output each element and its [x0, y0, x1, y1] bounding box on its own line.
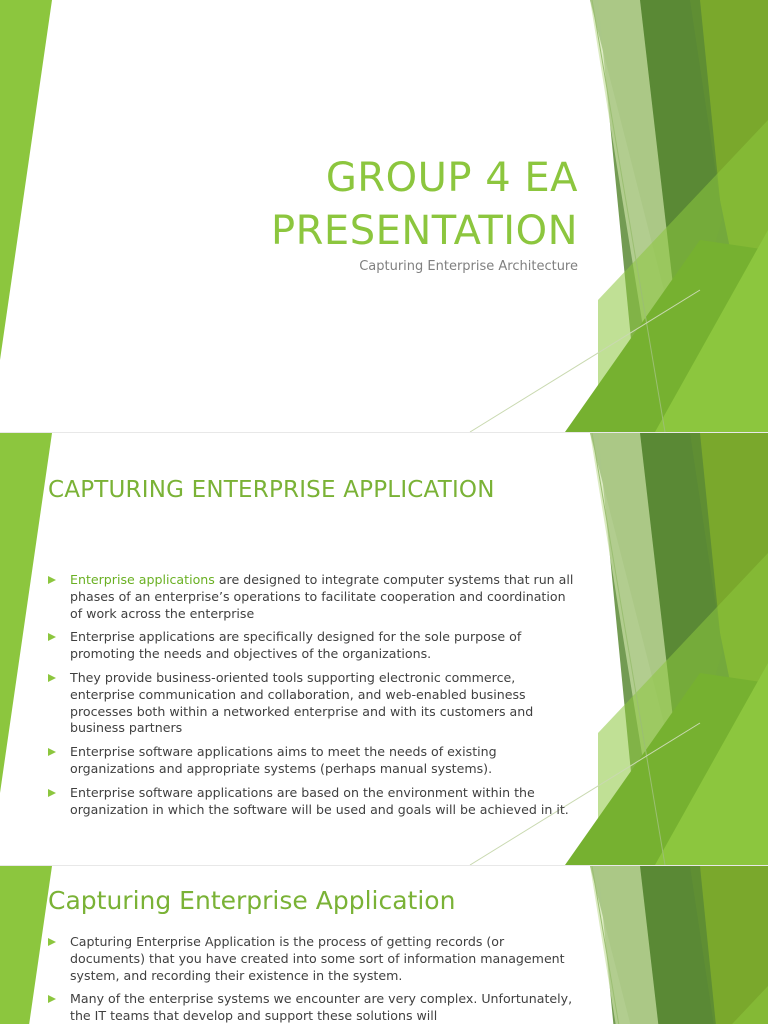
bullet-item: [48, 744, 576, 778]
bullet-item: [48, 572, 576, 622]
bullet-list: [48, 934, 576, 1024]
bullet-text: They provide business-oriented tools supporting electronic commerce, enterprise communication and collaboration, and web-enabled business processes both within a networked enterprise and with its customers and business partners: [70, 669, 534, 736]
bullet-text: are designed to integrate computer systems that run all phases of an enterprise’s operations to facilitate cooperation and coordination of work across the enterprise: [70, 572, 574, 621]
bullet-item: [48, 991, 576, 1024]
bullet-text: Capturing Enterprise Application is the process of getting records (or documents) that you have created into some sort of information management system, and recording their existence in the system.: [70, 934, 565, 983]
slide-heading: CAPTURING ENTERPRISE APPLICATION: [48, 477, 495, 503]
bullet-arrow-icon: [48, 576, 56, 584]
bullet-arrow-icon: [48, 995, 56, 1003]
bullet-text: Enterprise software applications aims to meet the needs of existing organizations and appropriate systems (perhaps manual systems).: [70, 744, 497, 776]
bullet-arrow-icon: [48, 789, 56, 797]
title-line-1: GROUP 4 EA: [325, 155, 578, 201]
bullet-text: Enterprise applications are specifically designed for the sole purpose of promoting the needs and objectives of the organizations.: [70, 629, 522, 662]
bullet-item: [48, 934, 576, 984]
enterprise-applications-link[interactable]: Enterprise applications: [70, 572, 215, 587]
title-slide: [0, 0, 768, 432]
bullet-arrow-icon: [48, 633, 56, 641]
bullet-list: [48, 572, 576, 825]
bullet-item: [48, 629, 576, 663]
bullet-item: [48, 785, 576, 819]
title-line-2: PRESENTATION: [271, 208, 578, 254]
bullet-item: [48, 670, 576, 737]
bullet-arrow-icon: [48, 748, 56, 756]
presentation-subtitle: Capturing Enterprise Architecture: [359, 259, 578, 274]
bullet-arrow-icon: [48, 674, 56, 682]
content-slide-1: [0, 433, 768, 865]
content-slide-2: [0, 866, 768, 1024]
bullet-text: Many of the enterprise systems we encounter are very complex. Unfortunately, the IT teams that develop and support these solutions will: [70, 991, 573, 1024]
presentation-title: [158, 152, 578, 258]
bullet-arrow-icon: [48, 938, 56, 946]
bullet-text: Enterprise software applications are based on the environment within the organization in which the software will be used and goals will be achieved in it.: [70, 784, 569, 817]
slide-heading: Capturing Enterprise Application: [48, 886, 456, 915]
